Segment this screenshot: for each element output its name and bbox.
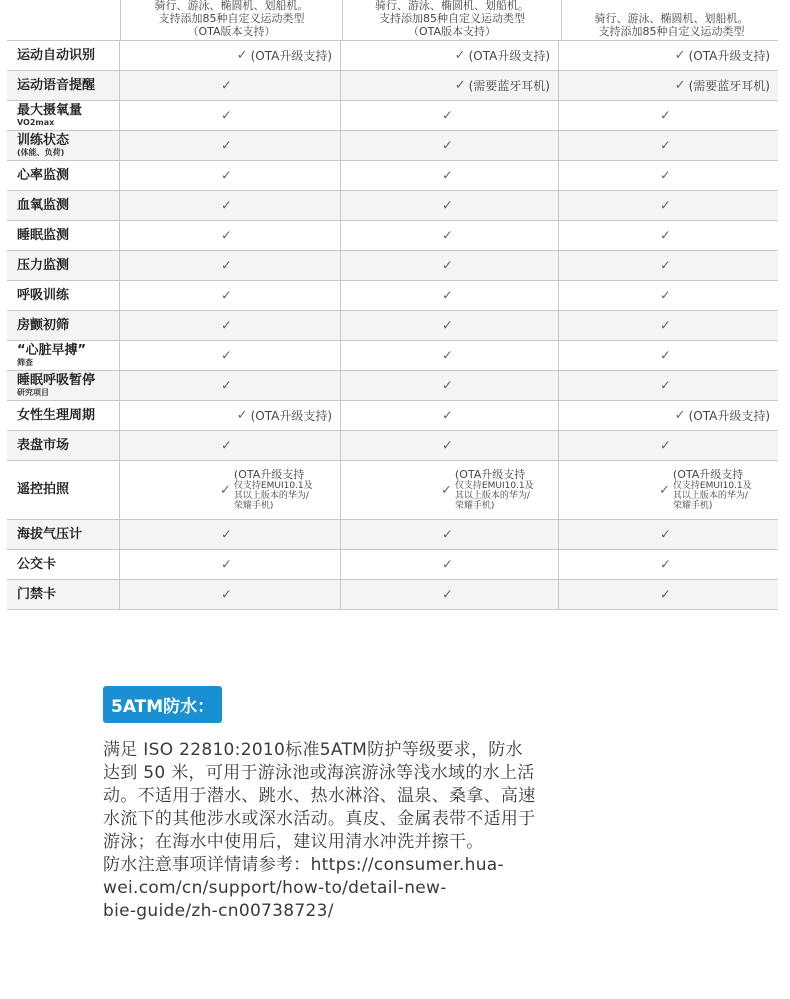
check-icon: ✓ <box>221 78 232 93</box>
check-icon: ✓ <box>442 557 453 572</box>
header-line: 骑行、游泳、椭圆机、划船机。 <box>375 0 529 12</box>
feature-cell <box>120 371 341 400</box>
feature-cell <box>120 401 341 430</box>
feature-cell <box>120 281 341 310</box>
row-label-text: 睡眠呼吸暂停 <box>17 373 96 388</box>
cell-note: (OTA升级支持) <box>250 49 332 63</box>
feature-cell <box>120 431 341 460</box>
check-icon: ✓ <box>236 48 248 63</box>
feature-cell <box>341 371 559 400</box>
check-icon: ✓ <box>221 438 232 453</box>
row-label-sub: (体能、负荷) <box>17 148 65 157</box>
cell-note: (OTA升级支持) <box>688 49 770 63</box>
feature-cell <box>120 161 341 190</box>
header-corner <box>7 0 121 40</box>
cell-note-line: 仅支持EMUI10.1及 <box>233 481 313 491</box>
check-icon: ✓ <box>442 228 453 243</box>
check-icon: ✓ <box>442 527 453 542</box>
check-icon: ✓ <box>660 198 671 213</box>
row-label <box>7 161 120 190</box>
feature-cell <box>341 101 559 130</box>
check-icon: ✓ <box>442 138 453 153</box>
check-icon: ✓ <box>674 48 686 63</box>
row-label <box>7 341 120 370</box>
feature-cell <box>120 251 341 280</box>
feature-cell <box>120 341 341 370</box>
row-label-text: 心率监测 <box>17 167 70 183</box>
row-label-text: 公交卡 <box>17 556 57 572</box>
check-icon: ✓ <box>660 438 671 453</box>
table-body <box>7 41 778 610</box>
waterproof-line: 游泳；在海水中使用后，建议用清水冲洗并擦干。 <box>103 832 484 852</box>
row-label <box>7 101 120 130</box>
feature-cell <box>341 520 559 549</box>
check-icon: ✓ <box>674 408 686 423</box>
feature-cell <box>559 101 778 130</box>
cell-note-line: 其以上版本的华为/ <box>672 491 748 501</box>
feature-cell <box>341 161 559 190</box>
table-row <box>7 311 778 341</box>
check-icon: ✓ <box>442 587 453 602</box>
row-label <box>7 191 120 220</box>
check-icon: ✓ <box>660 168 671 183</box>
row-label-text: 训练状态 <box>17 133 70 148</box>
row-label-text: 海拔气压计 <box>17 526 83 542</box>
row-label-text: 运动语音提醒 <box>17 77 96 93</box>
row-label <box>7 550 120 579</box>
table-row <box>7 580 778 610</box>
cell-note: (需要蓝牙耳机) <box>468 79 550 93</box>
feature-cell <box>559 71 778 100</box>
feature-cell <box>559 311 778 340</box>
feature-cell <box>559 221 778 250</box>
waterproof-line: 满足 ISO 22810:2010标准5ATM防护等级要求，防水 <box>103 740 523 760</box>
feature-cell <box>341 580 559 609</box>
check-icon: ✓ <box>454 78 466 93</box>
feature-cell <box>559 161 778 190</box>
check-icon: ✓ <box>221 198 232 213</box>
check-icon: ✓ <box>660 378 671 393</box>
waterproof-line: bie-guide/zh-cn00738723/ <box>103 901 334 921</box>
feature-cell <box>341 71 559 100</box>
header-line: （OTA版本支持） <box>407 25 497 38</box>
row-label <box>7 71 120 100</box>
check-icon: ✓ <box>442 288 453 303</box>
feature-cell <box>341 131 559 160</box>
check-icon: ✓ <box>221 318 232 333</box>
table-row <box>7 101 778 131</box>
table-row <box>7 550 778 580</box>
check-icon: ✓ <box>660 318 671 333</box>
feature-cell <box>559 191 778 220</box>
feature-cell <box>120 580 341 609</box>
row-label-sub: 筛查 <box>17 358 33 367</box>
feature-cell <box>341 461 559 519</box>
check-icon: ✓ <box>454 48 466 63</box>
check-icon: ✓ <box>221 587 232 602</box>
check-icon: ✓ <box>221 378 232 393</box>
row-label <box>7 401 120 430</box>
feature-cell <box>120 311 341 340</box>
table-row <box>7 431 778 461</box>
check-icon: ✓ <box>660 527 671 542</box>
header-text <box>343 0 561 38</box>
check-icon: ✓ <box>442 378 453 393</box>
cell-note-line: (OTA升级支持 <box>672 468 744 481</box>
feature-cell <box>120 221 341 250</box>
cell-note-line: 荣耀手机) <box>672 501 713 511</box>
check-icon: ✓ <box>221 288 232 303</box>
table-row <box>7 71 778 101</box>
cell-note-line: 其以上版本的华为/ <box>454 491 530 501</box>
table-row <box>7 371 778 401</box>
check-icon: ✓ <box>442 108 453 123</box>
feature-cell <box>120 71 341 100</box>
feature-cell <box>120 520 341 549</box>
check-icon: ✓ <box>221 557 232 572</box>
feature-cell <box>341 281 559 310</box>
table-row <box>7 41 778 71</box>
cell-note <box>234 469 313 511</box>
waterproof-line: wei.com/cn/support/how-to/detail-new- <box>103 878 447 898</box>
check-icon: ✓ <box>674 78 686 93</box>
table-header <box>7 0 778 41</box>
row-label <box>7 41 120 70</box>
table-row <box>7 341 778 371</box>
feature-cell <box>120 550 341 579</box>
check-icon: ✓ <box>442 258 453 273</box>
row-label-text: 女性生理周期 <box>17 407 96 423</box>
check-icon: ✓ <box>221 108 232 123</box>
feature-comparison-table <box>7 0 778 620</box>
feature-cell <box>341 311 559 340</box>
row-label-text: 门禁卡 <box>17 586 57 602</box>
header-text <box>562 12 778 38</box>
cell-note: (OTA升级支持) <box>468 49 550 63</box>
feature-cell <box>341 550 559 579</box>
row-label-text: 最大摄氧量 <box>17 103 83 118</box>
header-cell <box>343 0 562 40</box>
header-line: 支持添加85种自定义运动类型 <box>598 25 745 38</box>
row-label-text: 睡眠监测 <box>17 227 70 243</box>
feature-cell <box>559 580 778 609</box>
row-label <box>7 580 120 609</box>
header-cell <box>562 0 778 40</box>
check-icon: ✓ <box>660 138 671 153</box>
cell-note-line: 其以上版本的华为/ <box>233 491 309 501</box>
check-icon: ✓ <box>221 348 232 363</box>
check-icon: ✓ <box>660 348 671 363</box>
row-label <box>7 461 120 519</box>
feature-cell <box>120 191 341 220</box>
waterproof-line: 动。不适用于潜水、跳水、热水淋浴、温泉、桑拿、高速 <box>103 786 536 806</box>
feature-cell <box>341 191 559 220</box>
feature-cell <box>559 341 778 370</box>
check-icon: ✓ <box>660 587 671 602</box>
row-label-text: 表盘市场 <box>17 437 70 453</box>
row-label-text: 遥控拍照 <box>17 482 70 497</box>
row-label <box>7 251 120 280</box>
row-label <box>7 311 120 340</box>
feature-cell <box>341 341 559 370</box>
header-cell <box>121 0 343 40</box>
feature-cell <box>559 251 778 280</box>
row-label <box>7 431 120 460</box>
check-icon: ✓ <box>442 168 453 183</box>
cell-note-line: 荣耀手机) <box>233 501 274 511</box>
table-row <box>7 251 778 281</box>
table-row <box>7 191 778 221</box>
check-icon: ✓ <box>659 482 670 498</box>
feature-cell <box>559 371 778 400</box>
check-icon: ✓ <box>660 108 671 123</box>
table-row <box>7 131 778 161</box>
row-label <box>7 371 120 400</box>
cell-note: (OTA升级支持) <box>688 409 770 423</box>
waterproof-line: 防水注意事项详情请参考：https://consumer.hua- <box>103 855 504 875</box>
row-label <box>7 131 120 160</box>
check-icon: ✓ <box>442 318 453 333</box>
row-label <box>7 520 120 549</box>
check-icon: ✓ <box>441 482 452 498</box>
row-label <box>7 281 120 310</box>
cell-note: (OTA升级支持) <box>250 409 332 423</box>
row-label-text: 运动自动识别 <box>17 47 96 63</box>
feature-cell <box>120 131 341 160</box>
header-line: 支持添加85种自定义运动类型 <box>379 12 525 25</box>
feature-cell <box>341 221 559 250</box>
row-label-text: 血氧监测 <box>17 197 70 213</box>
cell-note <box>455 469 534 511</box>
feature-cell <box>341 401 559 430</box>
table-row <box>7 161 778 191</box>
check-icon: ✓ <box>442 198 453 213</box>
table-row <box>7 401 778 431</box>
feature-cell <box>559 131 778 160</box>
feature-cell <box>341 251 559 280</box>
feature-cell <box>341 41 559 70</box>
header-line: 骑行、游泳、椭圆机、划船机。 <box>154 0 309 12</box>
feature-cell <box>559 520 778 549</box>
waterproof-title: 5ATM防水： <box>103 686 222 723</box>
check-icon: ✓ <box>660 288 671 303</box>
header-text <box>121 0 342 38</box>
table-row <box>7 520 778 550</box>
cell-note-line: 仅支持EMUI10.1及 <box>454 481 534 491</box>
feature-cell <box>559 401 778 430</box>
header-line: 骑行、游泳、椭圆机、划船机。 <box>594 12 749 25</box>
feature-cell <box>559 431 778 460</box>
header-line: 支持添加85种自定义运动类型 <box>158 12 305 25</box>
feature-cell <box>559 281 778 310</box>
check-icon: ✓ <box>660 557 671 572</box>
waterproof-description <box>103 739 683 923</box>
waterproof-line: 达到 50 米，可用于游泳池或海滨游泳等浅水域的水上活 <box>103 763 535 783</box>
header-line: （OTA版本支持） <box>187 25 276 38</box>
waterproof-section <box>103 686 683 923</box>
feature-cell <box>559 461 778 519</box>
row-label <box>7 221 120 250</box>
row-label-text: “心脏早搏” <box>17 343 87 358</box>
check-icon: ✓ <box>660 258 671 273</box>
cell-note: (需要蓝牙耳机) <box>688 79 770 93</box>
feature-cell <box>120 461 341 519</box>
check-icon: ✓ <box>442 408 453 423</box>
row-label-text: 压力监测 <box>17 257 70 273</box>
cell-note-line: 荣耀手机) <box>454 501 495 511</box>
cell-note-line: (OTA升级支持 <box>454 468 526 481</box>
feature-cell <box>559 41 778 70</box>
cell-note-line: (OTA升级支持 <box>233 468 305 481</box>
cell-note <box>673 469 752 511</box>
feature-cell <box>120 41 341 70</box>
check-icon: ✓ <box>221 138 232 153</box>
check-icon: ✓ <box>221 168 232 183</box>
feature-cell <box>120 101 341 130</box>
check-icon: ✓ <box>660 228 671 243</box>
check-icon: ✓ <box>221 527 232 542</box>
row-label-sub: 研究项目 <box>17 388 49 397</box>
check-icon: ✓ <box>442 348 453 363</box>
row-label-text: 房颤初筛 <box>17 317 70 333</box>
feature-cell <box>559 550 778 579</box>
table-row <box>7 221 778 251</box>
row-label-sub: VO2max <box>17 118 55 127</box>
waterproof-line: 水流下的其他涉水或深水活动。真皮、金属表带不适用于 <box>103 809 536 829</box>
table-row <box>7 281 778 311</box>
check-icon: ✓ <box>220 482 231 498</box>
cell-note-line: 仅支持EMUI10.1及 <box>672 481 752 491</box>
table-row <box>7 461 778 520</box>
check-icon: ✓ <box>221 228 232 243</box>
check-icon: ✓ <box>236 408 248 423</box>
check-icon: ✓ <box>221 258 232 273</box>
check-icon: ✓ <box>442 438 453 453</box>
feature-cell <box>341 431 559 460</box>
row-label-text: 呼吸训练 <box>17 287 70 303</box>
